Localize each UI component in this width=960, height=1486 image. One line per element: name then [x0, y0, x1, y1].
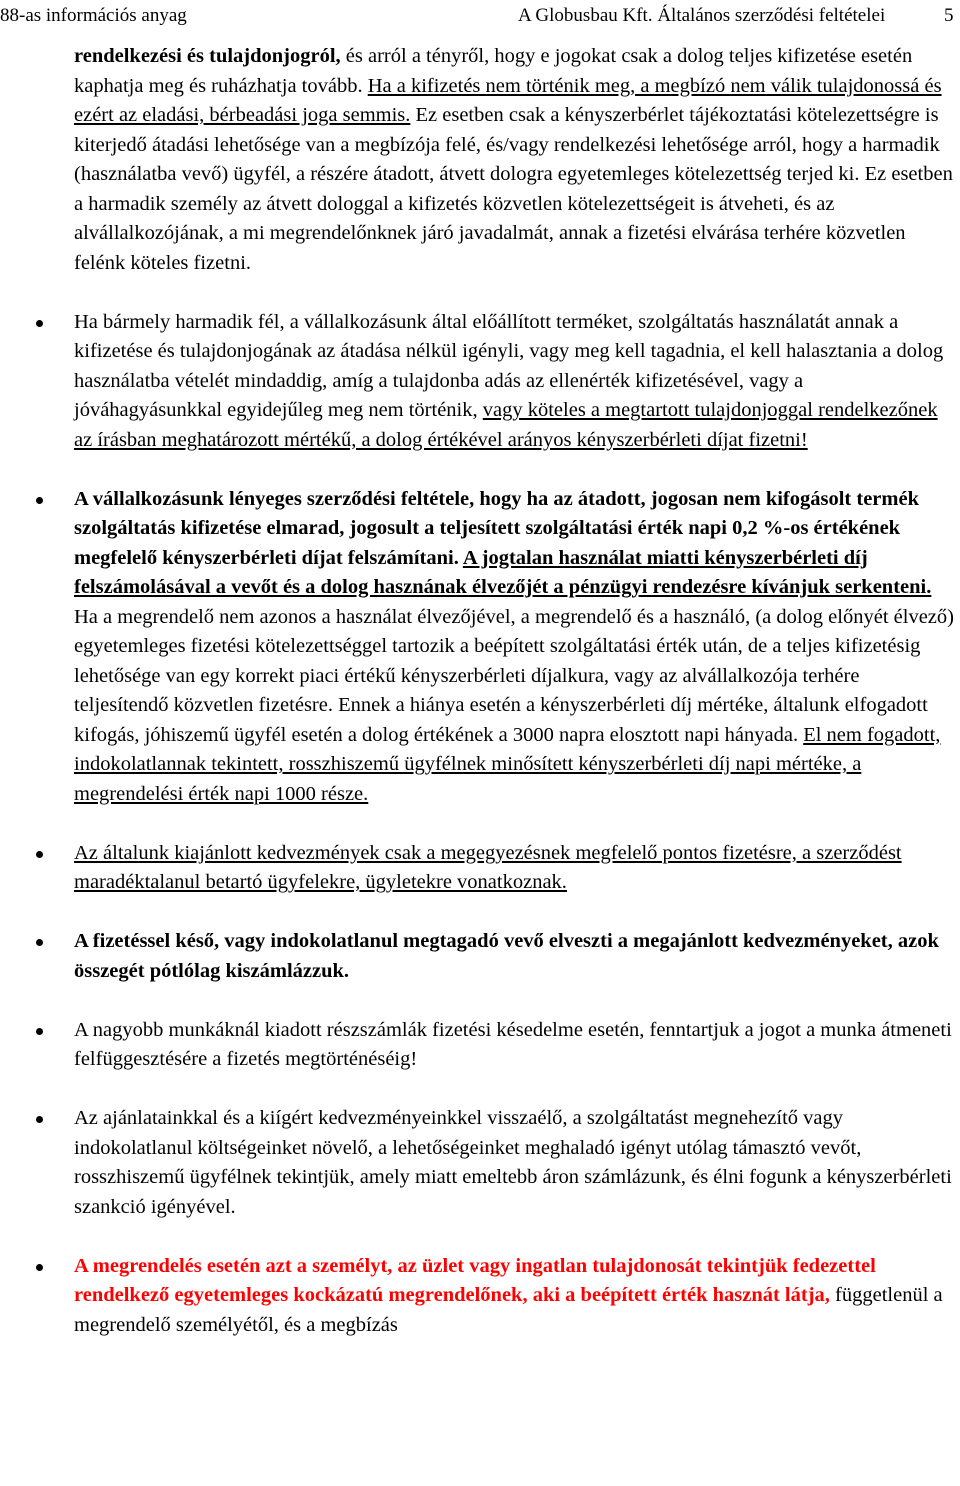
bullet-icon: [36, 497, 43, 504]
intro-paragraph: [74, 42, 956, 278]
list-item-bold-underlined-text: A jogtalan használat miatti kényszerbérleti díj felszámolásával a vevőt és a dolog hasznának élvezőjét a pénzügyi rendezésre kívánjuk serkenteni.: [74, 546, 932, 598]
intro-underlined-text: Ha a kifizetés nem történik meg, a megbízó nem válik tulajdonossá és ezért az eladási, bérbeadási joga semmis.: [74, 74, 942, 126]
bullet-icon: [36, 939, 43, 946]
bullet-icon: [36, 1116, 43, 1123]
list-item-bold-text: A fizetéssel késő, vagy indokolatlanul megtagadó vevő elveszti a megajánlott kedvezményeket, azok összegét pótlólag kiszámlázzuk.: [74, 930, 939, 982]
list-item-text: [74, 1104, 956, 1222]
list-item-plain-text: függetlenül a megrendelő személyétől, és a megbízás: [74, 1284, 943, 1336]
list-item-plain-text: A nagyobb munkáknál kiadott részszámlák fizetési késedelme esetén, fenntartjuk a jogot a munka átmeneti felfüggesztésére a fizetés megtörténéséig!: [74, 1018, 952, 1070]
list-item-text: [74, 839, 956, 898]
list-item-underlined-text: Az általunk kiajánlott kedvezmények csak a megegyezésnek megfelelő pontos fizetésre, a szerződést maradéktalanul betartó ügyfelekre, ügyletekre vonatkoznak.: [74, 841, 902, 893]
list-item-text: [74, 485, 956, 810]
list-item-text: [74, 1016, 956, 1075]
list-item-underlined-text: El nem fogadott, indokolatlannak tekintett, rosszhiszemű ügyfélnek minősített kényszerbérleti díj napi mértéke, a megrendelési érték napi 1000 része.: [74, 723, 941, 805]
bullet-icon: [36, 851, 43, 858]
list-item: [74, 1252, 956, 1341]
list-item-plain-text: Ha bármely harmadik fél, a vállalkozásunk által előállított terméket, szolgáltatás használatát annak a kifizetése és tulajdonjogának az átadása nélkül igényli, vagy meg kell tagadnia, el kell halasztania a dolog használatba vételét mindaddig, amíg a tulajdonba adás az ellenérték kifizetésével, vagy a jóváhagyásunkkal egyidejűleg meg nem történik,: [74, 310, 944, 421]
list-item-plain-text: Az ajánlatainkkal és a kiígért kedvezményeinkkel visszaélő, a szolgáltatást megnehezítő vagy indokolatlanul költségeinket növelő, a lehetőségeinket meghaladó igényt utólag támasztó vevőt, rosszhiszemű ügyfélnek tekintjük, amely miatt emeltebb áron számlázunk, és élni fogunk a kényszerbérleti szankció igényével.: [74, 1107, 952, 1218]
list-item: [74, 485, 956, 810]
list-item: [74, 927, 956, 986]
document-body: [74, 42, 956, 1340]
header-document-title: A Globusbau Kft. Általános szerződési feltételei: [518, 5, 886, 26]
list-item-plain-text: Ha a megrendelő nem azonos a használat élvezőjével, a megrendelő és a használó, (a dolog előnyét élvező) egyetemleges fizetési kötelezettséggel tartozik a beépített szolgáltatási érték után, de a teljes kifizetésig lehetősége van egy korrekt piaci értékű kényszerbérleti díjalkura, vagy az alvállalkozója terhére teljesítendő közvetlen fizetésre. Ennek a hiánya esetén a kényszerbérleti díj mértéke, általunk elfogadott kifogás, jóhiszemű ügyfél esetén a dolog értékének a 3000 napra elosztott napi hányada.: [74, 605, 954, 746]
header-document-label: 88-as információs anyag: [0, 5, 187, 26]
list-item-bold-text: A vállalkozásunk lényeges szerződési feltétele, hogy ha az átadott, jogosan nem kifogásolt termék szolgáltatás kifizetése elmarad, jogosult a teljesített szolgáltatási érték napi 0,2 %-os értékének megfelelő kényszerbérleti díjat felszámítani.: [74, 487, 919, 569]
header-page-number: 5: [944, 5, 954, 26]
bullet-icon: [36, 320, 43, 327]
page-header: [0, 4, 960, 28]
intro-text: és arról a tényről, hogy e jogokat csak a dolog teljes kifizetése esetén kaphatja meg és ruházhatja tovább.: [74, 45, 913, 97]
list-item: [74, 1016, 956, 1075]
list-item-underlined-text: vagy köteles a megtartott tulajdonjoggal rendelkezőnek az írásban meghatározott mértékű, a dolog értékével arányos kényszerbérleti díjat fizetni!: [74, 399, 938, 451]
bullet-icon: [36, 1264, 43, 1271]
bullet-icon: [36, 1028, 43, 1035]
list-item-text: [74, 1252, 956, 1341]
intro-bold-text: rendelkezési és tulajdonjogról,: [74, 45, 341, 67]
list-item: [74, 308, 956, 456]
list-item-red-bold-text: A megrendelés esetén azt a személyt, az üzlet vagy ingatlan tulajdonosát tekintjük fedezettel rendelkező egyetemleges kockázatú megrendelőnek, aki a beépített érték hasznát látja,: [74, 1254, 876, 1306]
list-item: [74, 1104, 956, 1222]
list-item: [74, 839, 956, 898]
list-item-text: [74, 308, 956, 456]
intro-text: Ez esetben csak a kényszerbérlet tájékoztatási kötelezettségre is kiterjedő átadási lehetősége van a megbízója felé, és/vagy rendelkezési lehetősége arról, hogy a harmadik (használatba vevő) ügyfél, a részére átadott, átvett dologra egyetemleges kötelezettség terjed ki. Ez esetben a harmadik személy az átvett dologgal a kifizetés közvetlen kötelezettségeit is átveheti, és az alvállalkozójának, a mi megrendelőnknek járó javadalmát, annak a fizetési elvárása terhére közvetlen felénk köteles fizetni.: [74, 104, 953, 274]
list-item-text: [74, 927, 956, 986]
